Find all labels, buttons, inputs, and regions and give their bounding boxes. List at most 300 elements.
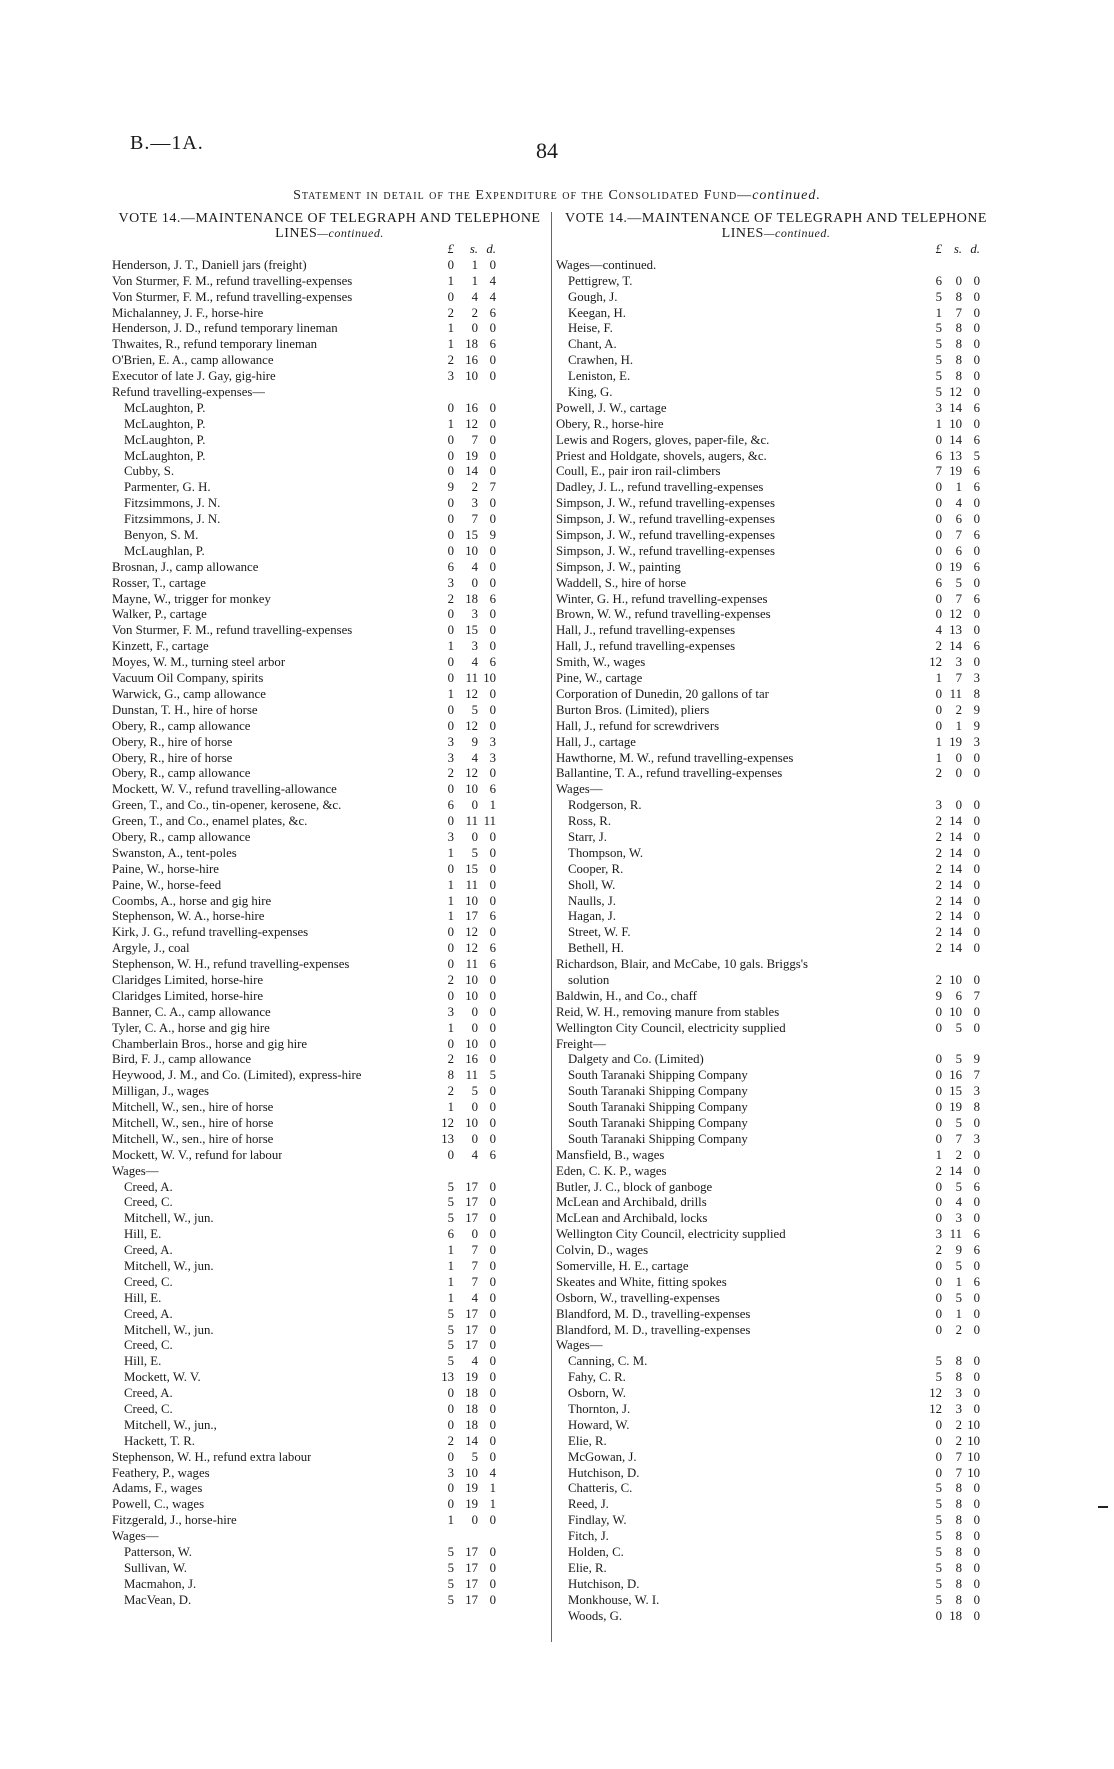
expenditure-row [112,369,547,385]
expenditure-row [556,909,996,925]
expenditure-row [112,385,547,401]
pence-value: 5 [973,448,980,463]
pounds-value: 3 [447,369,454,384]
shillings-value: 17 [465,1306,478,1321]
pounds-value: 0 [935,1084,942,1099]
pounds-value: 1 [935,671,942,686]
shillings-value: 9 [471,734,478,749]
expenditure-row [112,433,547,449]
shillings-value: 8 [955,1370,962,1385]
shillings-value: 6 [955,988,962,1003]
shillings-value: 18 [465,1417,478,1432]
expenditure-row [556,846,996,862]
pounds-value: 6 [447,559,454,574]
pounds-value: 1 [447,1290,454,1305]
payee-name: Macmahon, J. [124,1576,197,1591]
shillings-value: 0 [471,321,478,336]
pounds-value: 0 [935,1131,942,1146]
pence-value: 0 [489,464,496,479]
pence-value: 0 [973,575,980,590]
payee-name: Mayne, W., trigger for monkey [112,591,271,606]
shillings-value: 12 [465,686,478,701]
pounds-value: 2 [935,639,942,654]
pounds-value: 5 [935,1545,942,1560]
expenditure-row [112,846,547,862]
payee-name: Milligan, J., wages [112,1084,210,1099]
expenditure-row [112,639,547,655]
pounds-value: 1 [935,416,942,431]
expenditure-row [112,417,547,433]
pounds-value: 13 [441,1370,454,1385]
pence-value: 0 [973,273,980,288]
pence-value: 6 [973,1274,980,1289]
pence-value: 0 [489,1417,496,1432]
pounds-value: 0 [935,512,942,527]
expenditure-row [112,623,547,639]
shillings-value: 0 [471,1100,478,1115]
payee-name: McLean and Archibald, locks [556,1211,708,1226]
shillings-value: 17 [465,1211,478,1226]
expenditure-row [556,719,996,735]
shillings-value: 5 [955,1020,962,1035]
shillings-value: 19 [465,1497,478,1512]
pounds-value: 5 [447,1560,454,1575]
pounds-value: 5 [935,1592,942,1607]
shillings-value: 15 [949,1084,962,1099]
pounds-value: 3 [447,750,454,765]
pounds-value: 0 [447,861,454,876]
expenditure-row [556,671,996,687]
shillings-value: 10 [949,416,962,431]
pence-value: 0 [489,1259,496,1273]
pounds-value: 5 [935,353,942,368]
pence-value: 6 [973,432,980,447]
payee-name: Obery, R., hire of horse [112,750,233,765]
payee-name: Monkhouse, W. I. [568,1592,660,1607]
pence-value: 3 [973,1084,980,1099]
expenditure-row [556,782,996,798]
payee-name: Green, T., and Co., enamel plates, &c. [112,814,308,829]
pounds-value: 0 [447,1481,454,1496]
pounds-value: 0 [935,1052,942,1067]
expenditure-row [112,719,547,735]
shillings-value: 7 [955,1131,962,1146]
pence-value: 0 [973,1592,980,1607]
pence-value: 9 [973,1052,980,1067]
payee-name: McLaughton, P. [124,400,206,415]
pounds-value: 6 [447,798,454,813]
pounds-value: 1 [447,1243,454,1258]
pence-value: 0 [489,1576,496,1591]
pence-value: 6 [973,559,980,574]
payee-name: O'Brien, E. A., camp allowance [112,353,274,368]
pounds-value: 5 [935,385,942,400]
shillings-value: 8 [955,1545,962,1560]
payee-name: Henderson, J. T., Daniell jars (freight) [112,257,307,272]
payee-name: Burton Bros. (Limited), pliers [556,702,710,717]
pence-value: 0 [973,1259,980,1273]
pence-value: 0 [489,512,496,527]
shillings-value: 8 [955,289,962,304]
payee-name: Findlay, W. [568,1513,627,1528]
expenditure-row [112,1005,547,1021]
payee-name: Cooper, R. [568,861,624,876]
payee-name: Leniston, E. [568,369,631,384]
statement-title [0,188,1114,204]
payee-name: Cubby, S. [124,464,175,479]
pence-value: 0 [973,416,980,431]
pounds-value: 0 [935,1100,942,1115]
pence-value: 0 [489,1306,496,1321]
expenditure-row [112,1481,547,1497]
pence-value: 10 [967,1465,980,1480]
pounds-value: 6 [935,448,942,463]
expenditure-row [556,576,996,592]
pounds-value: 2 [935,766,942,781]
pence-value: 0 [489,1354,496,1369]
expenditure-row [112,1402,547,1418]
pence-value: 0 [973,385,980,400]
pounds-value: 1 [447,321,454,336]
pence-value: 0 [489,1274,496,1289]
shillings-value: 8 [955,321,962,336]
pence-value: 6 [489,782,496,797]
expenditure-row [112,1307,547,1323]
pounds-value: 0 [935,1211,942,1226]
shillings-value: 15 [465,623,478,638]
pence-value: 0 [973,353,980,368]
shillings-value: 17 [465,1545,478,1560]
payee-name: Fitch, J. [568,1529,609,1544]
pounds-value: 1 [935,305,942,320]
expenditure-row [112,512,547,528]
pounds-value: 0 [447,1147,454,1162]
payee-name: Winter, G. H., refund travelling-expenses [556,591,768,606]
pounds-value: 1 [447,1100,454,1115]
pence-value: 0 [973,829,980,844]
payee-name: Michalanney, J. F., horse-hire [112,305,264,320]
expenditure-row [556,385,996,401]
pounds-value: 0 [447,623,454,638]
payee-name: Blandford, M. D., travelling-expenses [556,1306,751,1321]
payee-name: McLaughton, P. [124,448,206,463]
payee-name: Dalgety and Co. (Limited) [568,1052,704,1067]
pence-value: 0 [973,543,980,558]
pence-value: 0 [973,1386,980,1401]
shillings-value: 2 [955,1147,962,1162]
pounds-value: 5 [447,1545,454,1560]
pence-value: 0 [489,718,496,733]
shillings-value: 1 [955,718,962,733]
payee-name: Hall, J., refund travelling-expenses [556,639,736,654]
shillings-value: 4 [471,750,478,765]
pence-value: 0 [489,432,496,447]
pounds-value: 0 [447,671,454,686]
pence-value: 3 [489,750,496,765]
expenditure-row [556,1100,996,1116]
payee-name: Wages— [556,782,603,797]
expenditure-row [112,1195,547,1211]
payee-name: Skeates and White, fitting spokes [556,1274,727,1289]
left-vote-heading-continued: —continued. [317,226,384,240]
shillings-value: 14 [949,814,962,829]
expenditure-row [112,925,547,941]
expenditure-row [556,1370,996,1386]
shillings-value: 3 [955,655,962,670]
pence-value: 0 [973,1370,980,1385]
pounds-value: 5 [935,1529,942,1544]
pence-value: 0 [489,496,496,511]
expenditure-row [112,607,547,623]
payee-name: Hill, E. [124,1227,162,1242]
pence-value: 0 [489,448,496,463]
shillings-value: 1 [955,1274,962,1289]
payee-name: Simpson, J. W., painting [556,559,681,574]
pounds-value: 0 [935,591,942,606]
payee-name: Claridges Limited, horse-hire [112,988,264,1003]
expenditure-row [556,703,996,719]
expenditure-row [556,1180,996,1196]
pence-value: 0 [973,305,980,320]
expenditure-row [556,321,996,337]
expenditure-row [556,687,996,703]
expenditure-row [112,1561,547,1577]
shillings-value: 4 [471,1147,478,1162]
pence-value: 0 [973,798,980,813]
pence-value: 0 [489,1195,496,1210]
expenditure-row [556,1275,996,1291]
shillings-value: 11 [465,1068,478,1083]
payee-name: Woods, G. [568,1608,623,1623]
pounds-value: 0 [447,702,454,717]
payee-name: Heise, F. [568,321,613,336]
payee-name: Mitchell, W., sen., hire of horse [112,1100,274,1115]
pence-value: 0 [489,321,496,336]
pounds-value: 12 [929,1402,942,1417]
shillings-value: 8 [955,1529,962,1544]
payee-name: Pettigrew, T. [568,273,633,288]
shillings-value: 11 [465,877,478,892]
expenditure-row [112,862,547,878]
expenditure-row [556,1545,996,1561]
pence-value: 0 [973,512,980,527]
shillings-value: 17 [465,1560,478,1575]
payee-name: Somerville, H. E., cartage [556,1259,689,1273]
pounds-value: 0 [447,782,454,797]
payee-name: Simpson, J. W., refund travelling-expenses [556,512,775,527]
pounds-value: 1 [447,909,454,924]
right-entries [556,258,996,1625]
pence-value: 0 [489,1370,496,1385]
pence-value: 9 [973,718,980,733]
payee-name: Wages—continued. [556,257,657,272]
payee-name: Brown, W. W., refund travelling-expenses [556,607,771,622]
expenditure-row [112,1100,547,1116]
pence-value: 0 [489,369,496,384]
pence-value: 0 [489,623,496,638]
pounds-value: 6 [447,1227,454,1242]
shillings-value: 3 [955,1211,962,1226]
payee-name: South Taranaki Shipping Company [568,1131,748,1146]
payee-name: Canning, C. M. [568,1354,648,1369]
expenditure-row [112,941,547,957]
pence-value: 0 [973,623,980,638]
payee-name: Hutchison, D. [568,1576,640,1591]
left-entries [112,258,547,1609]
payee-name: Stephenson, W. A., horse-hire [112,909,265,924]
pounds-value: 2 [935,861,942,876]
expenditure-row [112,830,547,846]
expenditure-row [112,1577,547,1593]
shillings-value: 18 [465,1386,478,1401]
shillings-value: 4 [471,289,478,304]
shillings-value: 17 [465,1179,478,1194]
pounds-value: 0 [447,1497,454,1512]
payee-name: MacVean, D. [124,1592,192,1607]
shillings-value: 3 [955,1386,962,1401]
pence-value: 6 [973,1243,980,1258]
pounds-value: 0 [935,718,942,733]
pounds-value: 6 [935,575,942,590]
pence-value: 0 [973,1195,980,1210]
pence-header: d. [486,242,496,256]
payee-name: Rosser, T., cartage [112,575,206,590]
payee-name: Von Sturmer, F. M., refund travelling-expenses [112,289,353,304]
pence-value: 0 [973,1322,980,1337]
payee-name: South Taranaki Shipping Company [568,1100,748,1115]
expenditure-row [556,1243,996,1259]
pounds-value: 2 [935,972,942,987]
pounds-value: 3 [447,575,454,590]
expenditure-row [556,1513,996,1529]
shillings-value: 16 [465,400,478,415]
expenditure-row [112,560,547,576]
expenditure-row [556,751,996,767]
payee-name: Coombs, A., horse and gig hire [112,893,272,908]
shillings-value: 11 [465,671,478,686]
pounds-value: 2 [447,1433,454,1448]
pounds-value: 5 [935,1481,942,1496]
shillings-value: 19 [465,1481,478,1496]
expenditure-row [556,464,996,480]
payee-name: Richardson, Blair, and McCabe, 10 gals. Briggs's [556,957,809,972]
right-vote-heading-text: VOTE 14.—MAINTENANCE OF TELEGRAPH AND TELEPHONE LINES [565,211,987,241]
expenditure-row [112,1434,547,1450]
payee-name: Hutchison, D. [568,1465,640,1480]
payee-name: Creed, A. [124,1243,173,1258]
pounds-value: 0 [447,941,454,956]
pence-value: 0 [489,702,496,717]
expenditure-row [112,1497,547,1513]
payee-name: Crawhen, H. [568,353,634,368]
expenditure-row [556,1021,996,1037]
pounds-value: 0 [447,464,454,479]
pounds-value: 1 [447,1513,454,1528]
pence-value: 0 [973,607,980,622]
shillings-value: 8 [955,1513,962,1528]
shillings-value: 10 [465,782,478,797]
expenditure-row [112,655,547,671]
payee-name: Street, W. F. [568,925,631,940]
pounds-value: 0 [935,1195,942,1210]
expenditure-row [556,401,996,417]
shillings-value: 17 [465,1322,478,1337]
pence-value: 8 [973,686,980,701]
payee-name: Thwaites, R., refund temporary lineman [112,337,318,352]
shillings-value: 8 [955,1576,962,1591]
shillings-value: 12 [465,941,478,956]
shillings-value: 14 [465,1433,478,1448]
payee-name: Vacuum Oil Company, spirits [112,671,264,686]
pence-value: 3 [489,734,496,749]
pence-value: 7 [489,480,496,495]
shillings-value: 18 [465,337,478,352]
payee-name: Lewis and Rogers, gloves, paper-file, &c. [556,432,770,447]
payee-name: Argyle, J., coal [112,941,190,956]
expenditure-row [112,1466,547,1482]
payee-name: Thornton, J. [568,1402,631,1417]
pounds-value: 5 [935,1370,942,1385]
pounds-value: 0 [935,1068,942,1083]
shillings-value: 16 [949,1068,962,1083]
pounds-value: 2 [935,941,942,956]
pence-value: 0 [973,1513,980,1528]
payee-name: Butler, J. C., block of ganboge [556,1179,713,1194]
pence-value: 0 [973,337,980,352]
payee-name: Wages— [112,1163,159,1178]
shillings-value: 16 [465,353,478,368]
shillings-value: 7 [955,1465,962,1480]
pence-value: 0 [489,1211,496,1226]
pence-value: 6 [973,1179,980,1194]
pence-value: 0 [973,925,980,940]
pence-value: 10 [967,1417,980,1432]
pounds-value: 2 [447,353,454,368]
payee-name: Baldwin, H., and Co., chaff [556,988,697,1003]
page-number: 84 [536,138,558,163]
pence-value: 0 [973,1529,980,1544]
expenditure-row [112,353,547,369]
shillings-value: 4 [471,559,478,574]
shillings-value: 18 [465,1402,478,1417]
expenditure-row [556,1593,996,1609]
shillings-value: 7 [471,1259,478,1273]
pence-value: 10 [483,671,496,686]
expenditure-row [556,862,996,878]
left-column [112,212,547,1609]
payee-name: Executor of late J. Gay, gig-hire [112,369,276,384]
shillings-value: 12 [949,607,962,622]
pence-value: 6 [973,1227,980,1242]
pounds-value: 2 [935,909,942,924]
shillings-value: 19 [465,448,478,463]
pounds-value: 0 [935,432,942,447]
pounds-value: 3 [447,829,454,844]
expenditure-row [556,814,996,830]
shillings-value: 5 [955,1115,962,1130]
expenditure-row [112,814,547,830]
payee-name: Mitchell, W., sen., hire of horse [112,1131,274,1146]
shillings-value: 7 [471,1243,478,1258]
shillings-value: 12 [465,766,478,781]
expenditure-row [112,528,547,544]
payee-name: Obery, R., hire of horse [112,734,233,749]
pounds-value: 9 [935,988,942,1003]
expenditure-row [112,1338,547,1354]
expenditure-row [556,1481,996,1497]
expenditure-row [556,878,996,894]
right-currency-header [556,242,996,258]
